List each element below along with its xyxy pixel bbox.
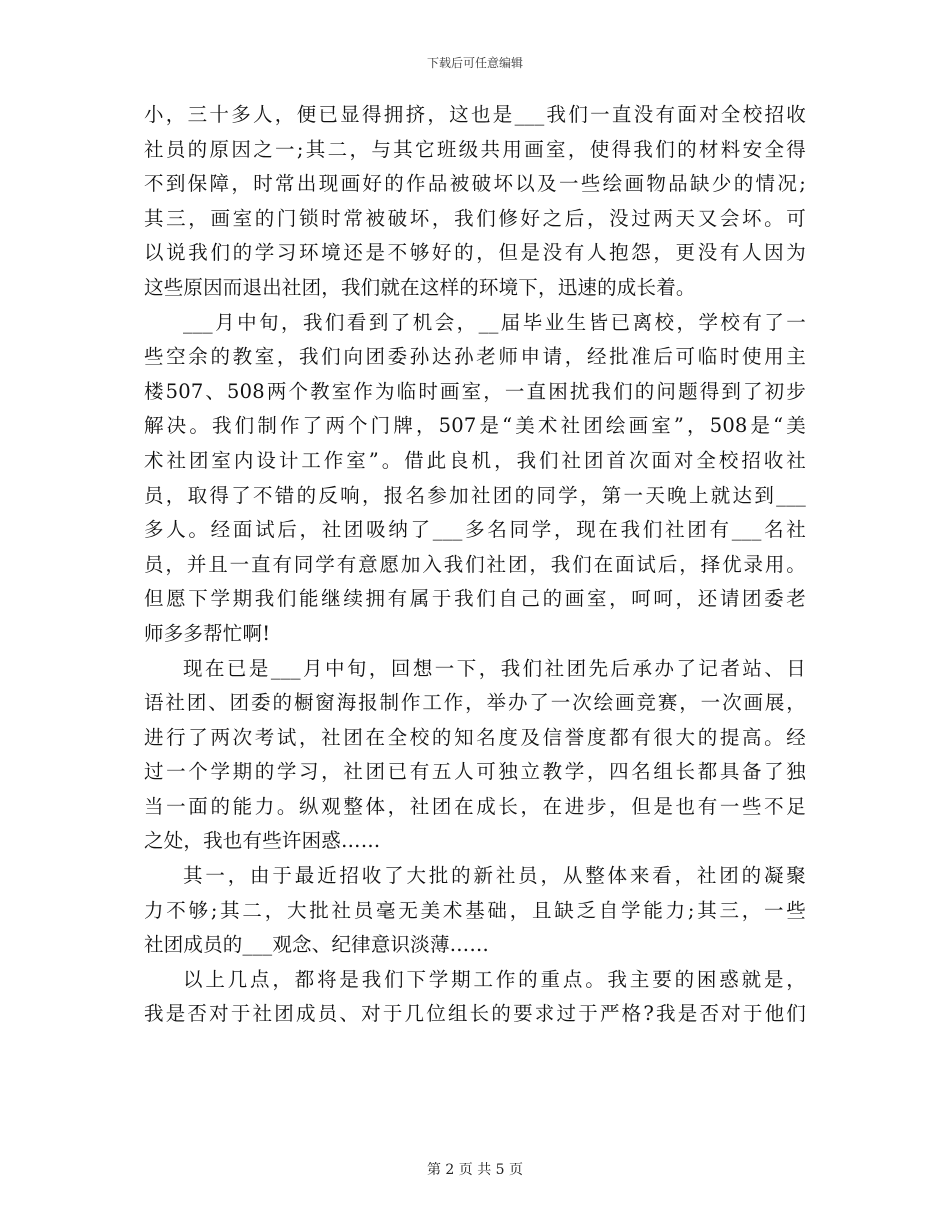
text-line: 过一个学期的学习，社团已有五人可独立教学，四名组长都具备了独 (144, 760, 806, 784)
text-line: 师多多帮忙啊! (144, 621, 271, 645)
text-line: 以上几点，都将是我们下学期工作的重点。我主要的困惑就是， (183, 967, 806, 991)
text-line: 进行了两次考试，社团在全校的知名度及信誉度都有很大的提高。经 (144, 725, 806, 749)
text-line: ___月中旬，我们看到了机会，__届毕业生皆已离校，学校有了一 (183, 310, 806, 334)
text-line: 楼507、508两个教室作为临时画室，一直困扰我们的问题得到了初步 (144, 379, 806, 403)
text-line: 之处，我也有些许困惑…… (144, 829, 381, 853)
text-line: 社团成员的___观念、纪律意识淡薄…… (144, 933, 490, 957)
body-text (144, 98, 806, 1032)
text-line: 术社团室内设计工作室”。借此良机，我们社团首次面对全校招收社 (144, 448, 806, 472)
text-line: 当一面的能力。纵观整体，社团在成长，在进步，但是也有一些不足 (144, 794, 806, 818)
text-line: 些空余的教室，我们向团委孙达孙老师申请，经批准后可临时使用主 (144, 345, 806, 369)
text-line: 员，取得了不错的反响，报名参加社团的同学，第一天晚上就达到___ (144, 483, 806, 507)
text-line: 语社团、团委的橱窗海报制作工作，举办了一次绘画竞赛，一次画展， (144, 691, 806, 715)
text-line: 解决。我们制作了两个门牌，507是“美术社团绘画室”，508是“美 (144, 414, 806, 438)
text-line: 社员的原因之一;其二，与其它班级共用画室，使得我们的材料安全得 (144, 137, 806, 161)
text-line: 小，三十多人，便已显得拥挤，这也是___我们一直没有面对全校招收 (144, 103, 806, 126)
text-line: 其三，画室的门锁时常被破坏，我们修好之后，没过两天又会坏。可 (144, 206, 806, 230)
page-number: 第 2 页 共 5 页 (426, 1162, 524, 1178)
text-line: 其一，由于最近招收了大批的新社员，从整体来看，社团的凝聚 (183, 864, 806, 888)
header-note: 下载后可任意编辑 (426, 56, 523, 70)
text-line: 现在已是___月中旬，回想一下，我们社团先后承办了记者站、日 (183, 656, 806, 680)
text-line: 这些原因而退出社团，我们就在这样的环境下，迅速的成长着。 (144, 275, 696, 299)
text-line: 我是否对于社团成员、对于几位组长的要求过于严格?我是否对于他们 (144, 1002, 806, 1026)
text-line: 但愿下学期我们能继续拥有属于我们自己的画室，呵呵，还请团委老 (144, 587, 806, 611)
text-line: 不到保障，时常出现画好的作品被破坏以及一些绘画物品缺少的情况; (144, 172, 806, 196)
text-line: 员，并且一直有同学有意愿加入我们社团，我们在面试后，择优录用。 (144, 552, 806, 576)
text-line: 以说我们的学习环境还是不够好的，但是没有人抱怨，更没有人因为 (144, 241, 806, 265)
text-line: 多人。经面试后，社团吸纳了___多名同学，现在我们社团有___名社 (144, 518, 806, 542)
text-line: 力不够;其二，大批社员毫无美术基础，且缺乏自学能力;其三，一些 (144, 898, 806, 922)
